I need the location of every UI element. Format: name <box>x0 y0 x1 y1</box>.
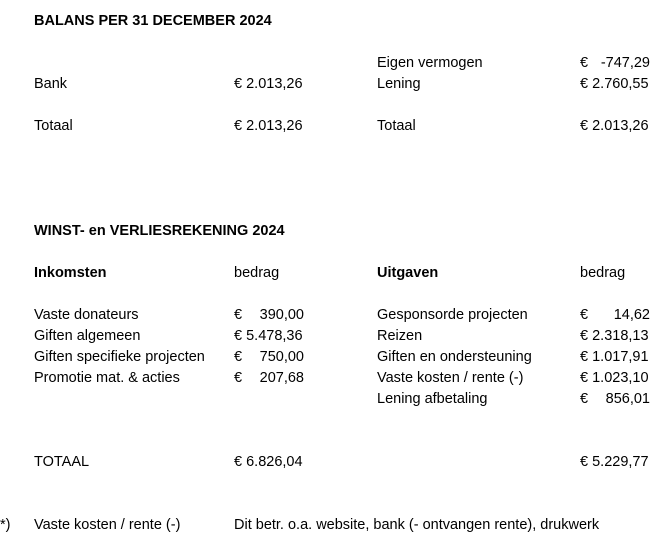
income-amount: € 5.478,36 <box>234 328 303 344</box>
expense-label: Giften en ondersteuning <box>377 349 532 365</box>
footnote-marker: *) <box>0 517 11 533</box>
currency-symbol: € <box>580 55 589 71</box>
expense-label: Lening afbetaling <box>377 391 488 407</box>
expense-amount: € 856,01 <box>580 391 650 407</box>
income-amount: € 207,68 <box>234 370 304 386</box>
expense-label: Gesponsorde projecten <box>377 307 528 323</box>
expense-total-amount: € 5.229,77 <box>580 454 649 470</box>
liability-total-amount: € 2.013,26 <box>580 118 649 134</box>
expense-amount: € 1.023,10 <box>580 370 649 386</box>
footnote-label: Vaste kosten / rente (-) <box>34 517 181 533</box>
asset-label-bank: Bank <box>34 76 68 92</box>
expense-label: Reizen <box>377 328 423 344</box>
income-label: Giften algemeen <box>34 328 141 344</box>
expense-amount: € 1.017,91 <box>580 349 649 365</box>
income-label: Vaste donateurs <box>34 307 139 323</box>
expense-label: Vaste kosten / rente (-) <box>377 370 524 386</box>
asset-total-label: Totaal <box>34 118 73 134</box>
liability-label-loan: Lening <box>377 76 421 92</box>
liability-amount-equity: € -747,29 <box>580 55 650 71</box>
expense-amount: € 2.318,13 <box>580 328 649 344</box>
liability-amount-loan: € 2.760,55 <box>580 76 649 92</box>
income-total-label: TOTAAL <box>34 454 90 470</box>
liability-label-equity: Eigen vermogen <box>377 55 483 71</box>
footnote-text: Dit betr. o.a. website, bank (- ontvangen rente), drukwerk <box>234 517 600 533</box>
expense-header: Uitgaven <box>377 265 439 281</box>
expense-amount-header: bedrag <box>580 265 626 281</box>
income-header: Inkomsten <box>34 265 107 281</box>
expense-amount: € 14,62 <box>580 307 650 323</box>
balance-title: BALANS PER 31 DECEMBER 2024 <box>34 13 272 29</box>
income-total-amount: € 6.826,04 <box>234 454 303 470</box>
asset-total-amount: € 2.013,26 <box>234 118 303 134</box>
income-label: Giften specifieke projecten <box>34 349 205 365</box>
income-label: Promotie mat. & acties <box>34 370 180 386</box>
income-amount: € 750,00 <box>234 349 304 365</box>
income-amount: € 390,00 <box>234 307 304 323</box>
asset-amount-bank: € 2.013,26 <box>234 76 303 92</box>
income-amount-header: bedrag <box>234 265 280 281</box>
liability-total-label: Totaal <box>377 118 416 134</box>
pnl-title: WINST- en VERLIESREKENING 2024 <box>34 223 285 239</box>
